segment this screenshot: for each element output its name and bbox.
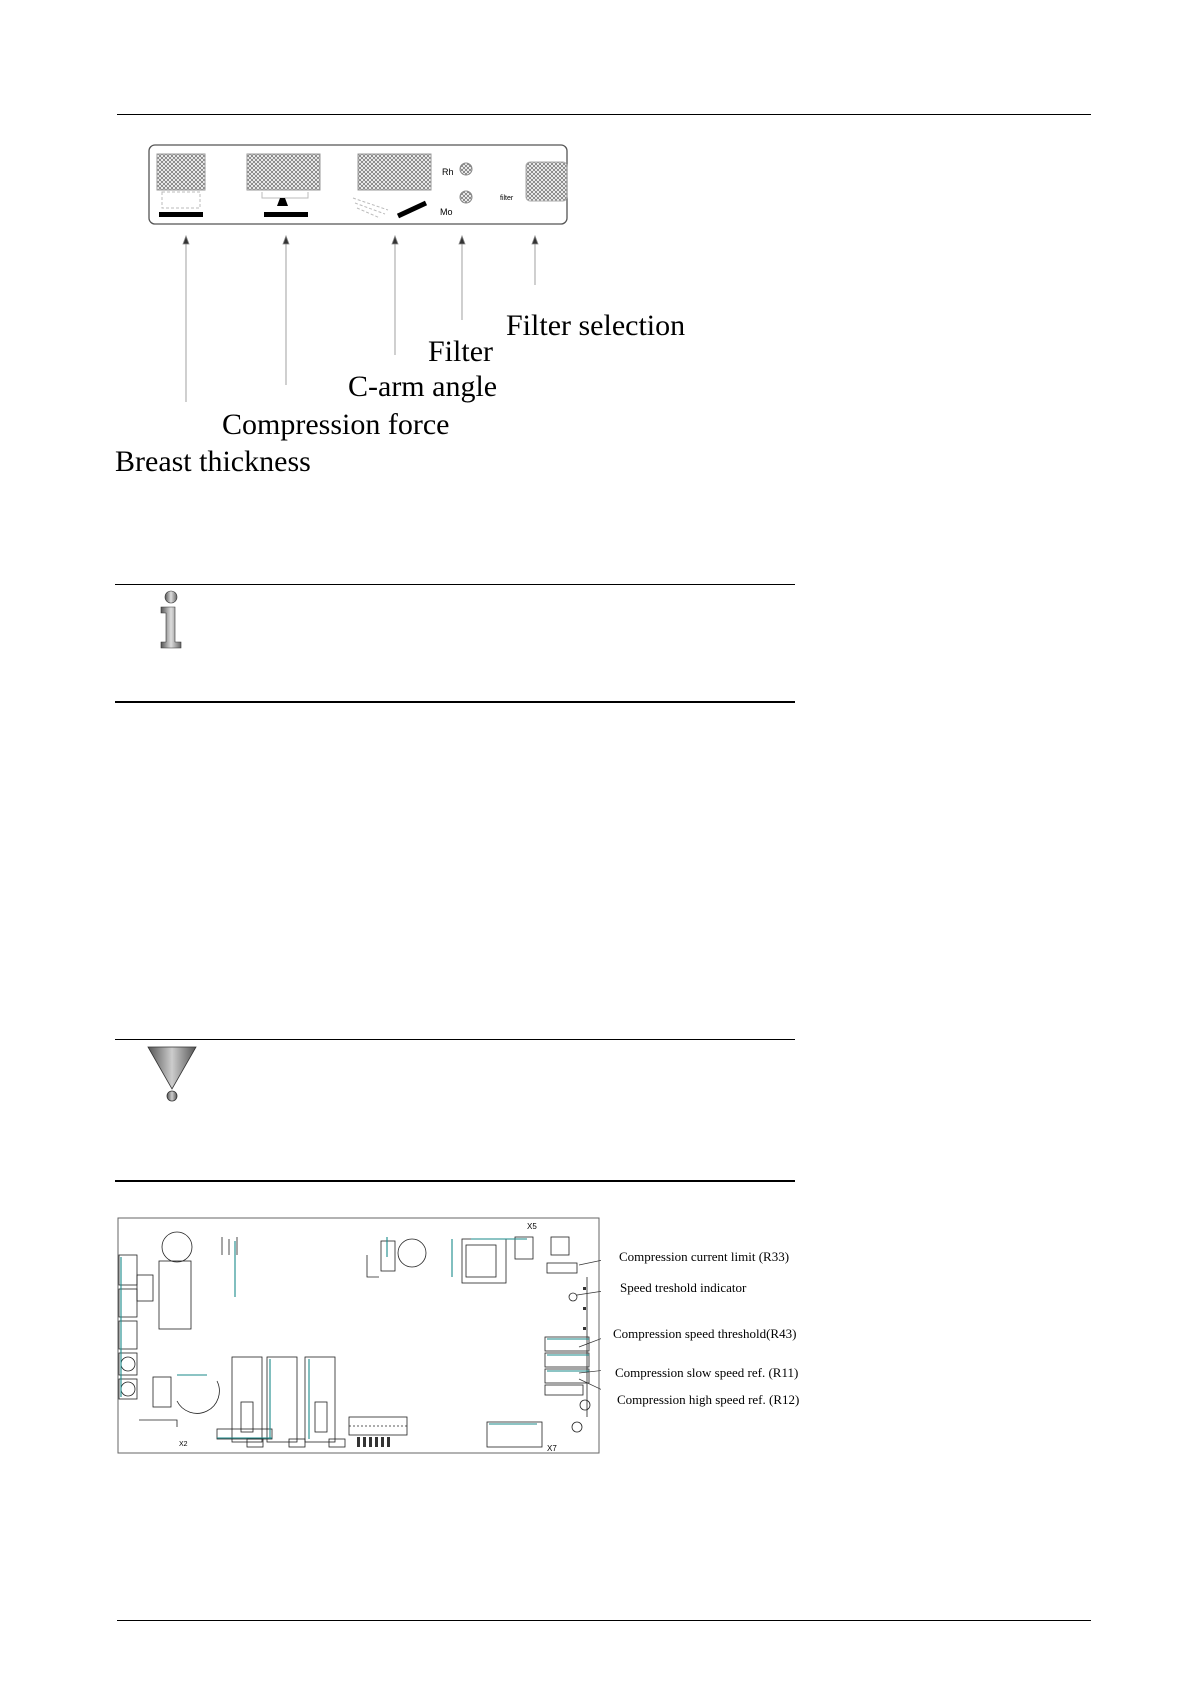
pcb-layout-figure bbox=[117, 1217, 601, 1455]
filter-selection-callout: Filter selection bbox=[506, 309, 686, 342]
pcb-mark-x7: X7 bbox=[547, 1444, 557, 1453]
pcb-label-high-speed: Compression high speed ref. (R12) bbox=[617, 1392, 800, 1407]
filter-label: filter bbox=[500, 195, 514, 202]
warning-icon bbox=[146, 1045, 198, 1103]
carm-display bbox=[358, 154, 431, 190]
pcb-label-speed-threshold: Compression speed threshold(R43) bbox=[613, 1326, 797, 1341]
pcb-mark-x2: X2 bbox=[179, 1441, 188, 1448]
warning-box-top-rule bbox=[115, 1039, 795, 1040]
force-display bbox=[247, 154, 320, 190]
force-bar bbox=[264, 212, 308, 217]
info-box-top-rule bbox=[115, 584, 795, 585]
compression-force-callout: Compression force bbox=[222, 408, 450, 441]
rh-label: Rh bbox=[442, 167, 454, 177]
pcb-label-current-limit: Compression current limit (R33) bbox=[619, 1249, 790, 1264]
breast-thickness-callout: Breast thickness bbox=[115, 445, 311, 478]
info-box-bottom-rule bbox=[115, 701, 795, 703]
mo-led bbox=[460, 191, 472, 203]
filter-selection-button bbox=[526, 162, 567, 201]
pcb-label-slow-speed: Compression slow speed ref. (R11) bbox=[615, 1365, 799, 1380]
rh-led bbox=[460, 163, 472, 175]
warning-box-bottom-rule bbox=[115, 1180, 795, 1182]
thickness-bar bbox=[159, 212, 203, 217]
carm-angle-callout: C-arm angle bbox=[348, 370, 498, 403]
info-icon bbox=[155, 590, 187, 650]
pcb-label-speed-indicator: Speed treshold indicator bbox=[620, 1280, 747, 1295]
mo-label: Mo bbox=[440, 207, 453, 217]
footer-rule bbox=[117, 1620, 1091, 1621]
filter-callout: Filter bbox=[428, 335, 493, 368]
header-rule bbox=[117, 114, 1091, 115]
pcb-mark-x5: X5 bbox=[527, 1222, 537, 1231]
thickness-display bbox=[157, 154, 205, 190]
